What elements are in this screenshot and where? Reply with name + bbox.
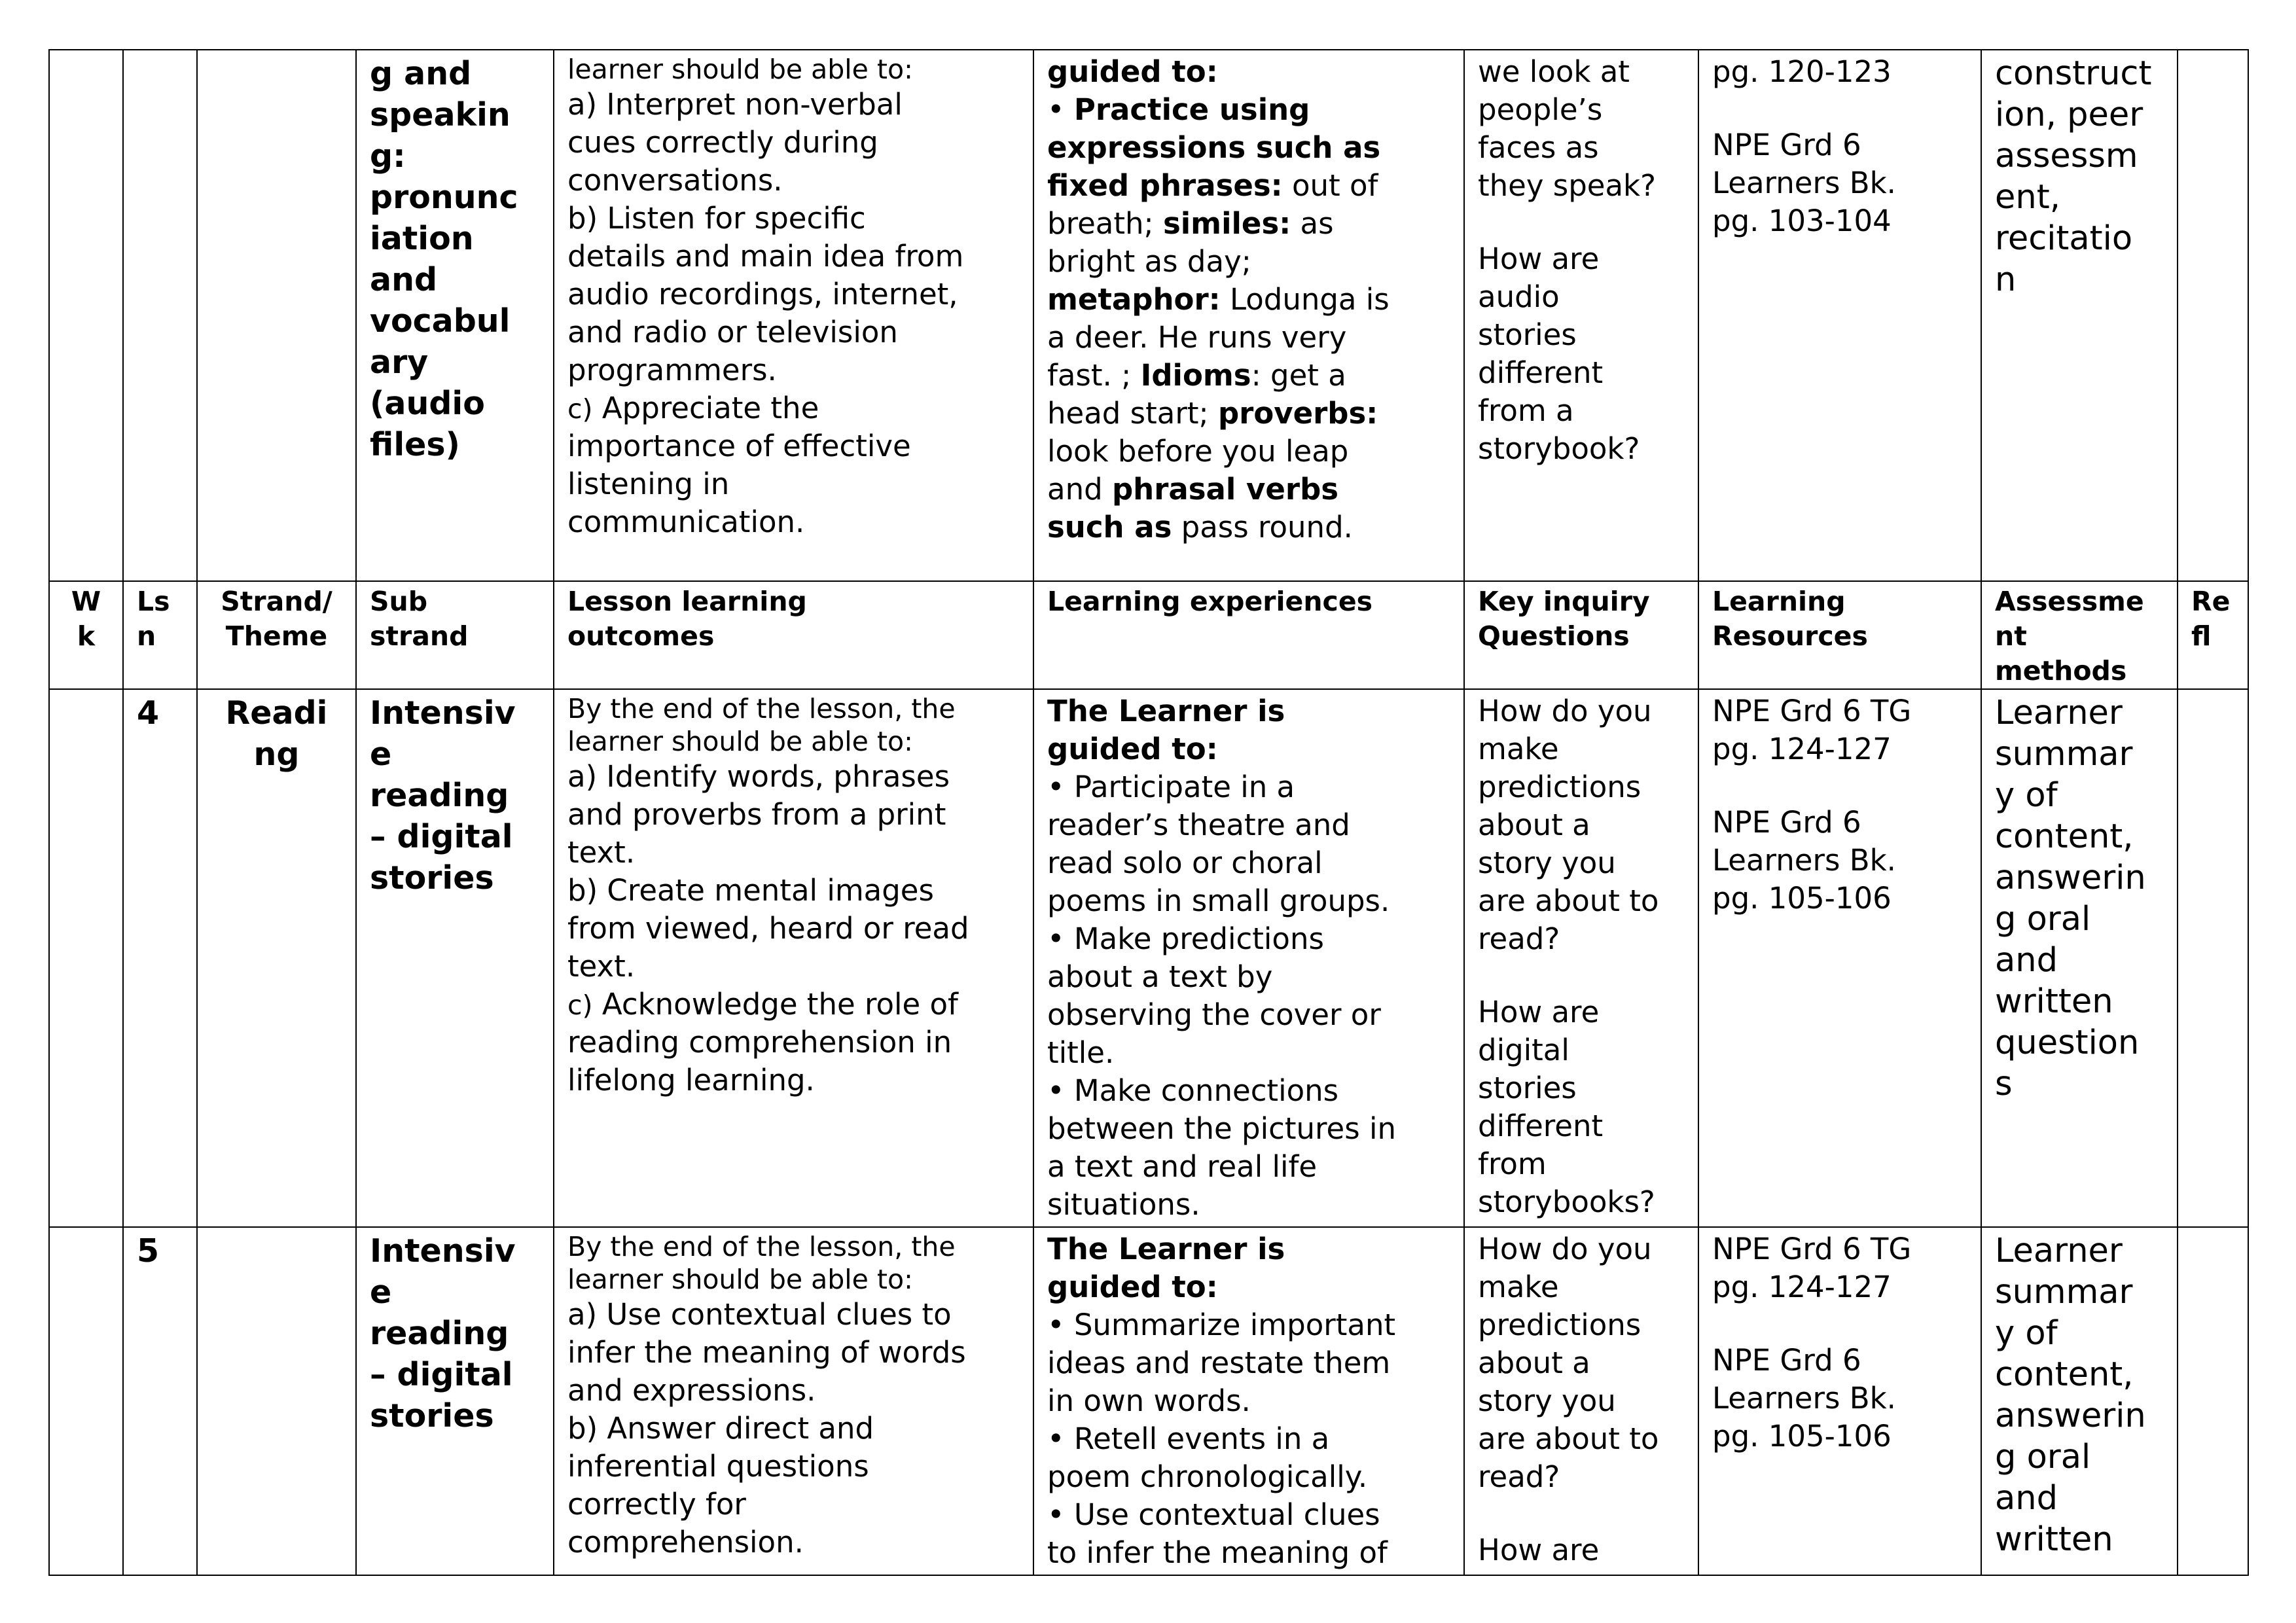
- lesson-number: 5: [137, 1232, 160, 1270]
- outcomes-cell: [554, 50, 1033, 581]
- exp-bold-1: Practice using expressions such as fixed phrases:: [1047, 92, 1381, 203]
- outcomes-cell: [554, 689, 1033, 1227]
- experiences-body: • Summarize important ideas and restate them in own words. • Retell events in a poem chronologically. • Use contextual clues to infer the meaning of: [1047, 1308, 1396, 1570]
- assessment-cell: [1981, 1227, 2178, 1575]
- lesson-cell: [123, 1227, 197, 1575]
- substrand-text: Intensiv e reading – digital stories: [370, 1232, 516, 1435]
- outcome-c: [567, 986, 1020, 1099]
- exp-text-6: pass round.: [1172, 510, 1353, 544]
- assessment-cell: [1981, 50, 2178, 581]
- outcome-c-prefix: c): [567, 393, 593, 425]
- header-lesson: Ls n: [123, 581, 197, 689]
- header-week: W k: [49, 581, 123, 689]
- exp-bold-5: proverbs:: [1217, 396, 1378, 431]
- substrand-cell: [356, 50, 554, 581]
- resources-cell: [1698, 689, 1981, 1227]
- lesson-row: [49, 689, 2248, 1227]
- lesson-number: 4: [137, 694, 160, 732]
- scheme-of-work-table: [48, 49, 2249, 1576]
- resource-2: NPE Grd 6 Learners Bk. pg. 103-104: [1712, 128, 1896, 238]
- inquiry-question-2: How are audio stories different from a storybook?: [1478, 241, 1640, 466]
- substrand-text: g and speakin g: pronunc iation and vocabul ary (audio files): [370, 55, 518, 463]
- experiences-heading: The Learner is guided to:: [1047, 1232, 1285, 1304]
- outcome-c-prefix: c): [567, 990, 593, 1021]
- experiences-cell: [1033, 50, 1464, 581]
- exp-bold-6: phrasal verbs such as: [1047, 472, 1339, 544]
- strand-text: Readi ng: [225, 694, 328, 773]
- outcome-b: b) Answer direct and inferential questions correctly for comprehension.: [567, 1411, 874, 1560]
- reflection-cell: [2178, 1227, 2248, 1575]
- experiences-cell: [1033, 1227, 1464, 1575]
- inquiry-question-1: we look at people’s faces as they speak?: [1478, 54, 1656, 203]
- exp-text-4: : get a head start;: [1047, 358, 1346, 431]
- strand-cell: [197, 50, 356, 581]
- assessment-cell: [1981, 689, 2178, 1227]
- outcome-b: b) Create mental images from viewed, heard or read text.: [567, 873, 969, 984]
- header-outcomes: Lesson learning outcomes: [554, 581, 1033, 689]
- lesson-cell: [123, 50, 197, 581]
- assessment-text: construct ion, peer assessm ent, recitatio n: [1995, 54, 2152, 299]
- week-cell: [49, 50, 123, 581]
- header-assessment: Assessme nt methods: [1981, 581, 2178, 689]
- exp-text-5: look before you leap and: [1047, 434, 1349, 507]
- substrand-text: Intensiv e reading – digital stories: [370, 694, 516, 897]
- exp-bold-3: metaphor:: [1047, 282, 1221, 317]
- inquiry-question-2: How are: [1478, 1533, 1600, 1567]
- outcomes-intro: By the end of the lesson, the learner should be able to:: [567, 693, 956, 757]
- reflection-cell: [2178, 689, 2248, 1227]
- header-inquiry: Key inquiry Questions: [1464, 581, 1698, 689]
- experiences-body: • Participate in a reader’s theatre and read solo or choral poems in small groups. • Make predictions about a text by observing the cover or title. • Make connections between the pictures in a text and real life situations.: [1047, 770, 1396, 1222]
- lesson-cell: [123, 689, 197, 1227]
- outcome-b: b) Listen for specific details and main idea from audio recordings, internet, and radio or television programmers.: [567, 201, 964, 387]
- substrand-cell: [356, 689, 554, 1227]
- strand-cell: [197, 1227, 356, 1575]
- exp-bold-4: Idioms: [1140, 358, 1251, 393]
- outcome-c: [567, 389, 1020, 541]
- assessment-text: Learner summar y of content, answerin g oral and written question s: [1995, 694, 2146, 1103]
- header-strand: Strand/ Theme: [197, 581, 356, 689]
- experiences-heading: The Learner is guided to:: [1047, 694, 1285, 766]
- experiences-guided: guided to:: [1047, 54, 1218, 89]
- header-resources: Learning Resources: [1698, 581, 1981, 689]
- reflection-cell: [2178, 50, 2248, 581]
- exp-text-2: as bright as day;: [1047, 206, 1334, 279]
- header-substrand: Sub strand: [356, 581, 554, 689]
- resources-cell: [1698, 50, 1981, 581]
- inquiry-cell: [1464, 689, 1698, 1227]
- outcome-c-text: Appreciate the importance of effective listening in communication.: [567, 391, 911, 539]
- header-experiences: Learning experiences: [1033, 581, 1464, 689]
- bullet: •: [1047, 92, 1074, 127]
- inquiry-question-1: How do you make predictions about a story you are about to read?: [1478, 1232, 1659, 1494]
- inquiry-cell: [1464, 1227, 1698, 1575]
- outcomes-intro: learner should be able to:: [567, 54, 913, 85]
- header-reflection: Re fl: [2178, 581, 2248, 689]
- table-header-row: [49, 581, 2248, 689]
- resources-cell: [1698, 1227, 1981, 1575]
- experiences-cell: [1033, 689, 1464, 1227]
- outcomes-intro: By the end of the lesson, the learner should be able to:: [567, 1231, 956, 1295]
- inquiry-cell: [1464, 50, 1698, 581]
- lesson-row: [49, 1227, 2248, 1575]
- outcome-c-text: Acknowledge the role of reading comprehension in lifelong learning.: [567, 987, 958, 1097]
- week-cell: [49, 1227, 123, 1575]
- experiences-body: [1047, 91, 1450, 546]
- assessment-text: Learner summar y of content, answerin g oral and written: [1995, 1232, 2146, 1559]
- exp-bold-2: similes:: [1162, 206, 1291, 241]
- week-cell: [49, 689, 123, 1227]
- outcomes-cell: [554, 1227, 1033, 1575]
- outcome-a: a) Use contextual clues to infer the meaning of words and expressions.: [567, 1297, 966, 1408]
- exp-text-3: Lodunga is a deer. He runs very fast. ;: [1047, 282, 1390, 393]
- resource-1: NPE Grd 6 TG pg. 124-127: [1712, 1232, 1912, 1304]
- outcome-a: a) Identify words, phrases and proverbs from a print text.: [567, 759, 950, 870]
- continued-lesson-row: [49, 50, 2248, 581]
- resource-2: NPE Grd 6 Learners Bk. pg. 105-106: [1712, 805, 1896, 916]
- inquiry-question-1: How do you make predictions about a story you are about to read?: [1478, 694, 1659, 956]
- exp-text-1: out of breath;: [1047, 168, 1378, 241]
- resource-1: NPE Grd 6 TG pg. 124-127: [1712, 694, 1912, 766]
- resource-2: NPE Grd 6 Learners Bk. pg. 105-106: [1712, 1343, 1896, 1454]
- resource-1: pg. 120-123: [1712, 54, 1892, 89]
- substrand-cell: [356, 1227, 554, 1575]
- strand-cell: [197, 689, 356, 1227]
- outcome-a: a) Interpret non-verbal cues correctly during conversations.: [567, 87, 903, 198]
- inquiry-question-2: How are digital stories different from storybooks?: [1478, 995, 1655, 1219]
